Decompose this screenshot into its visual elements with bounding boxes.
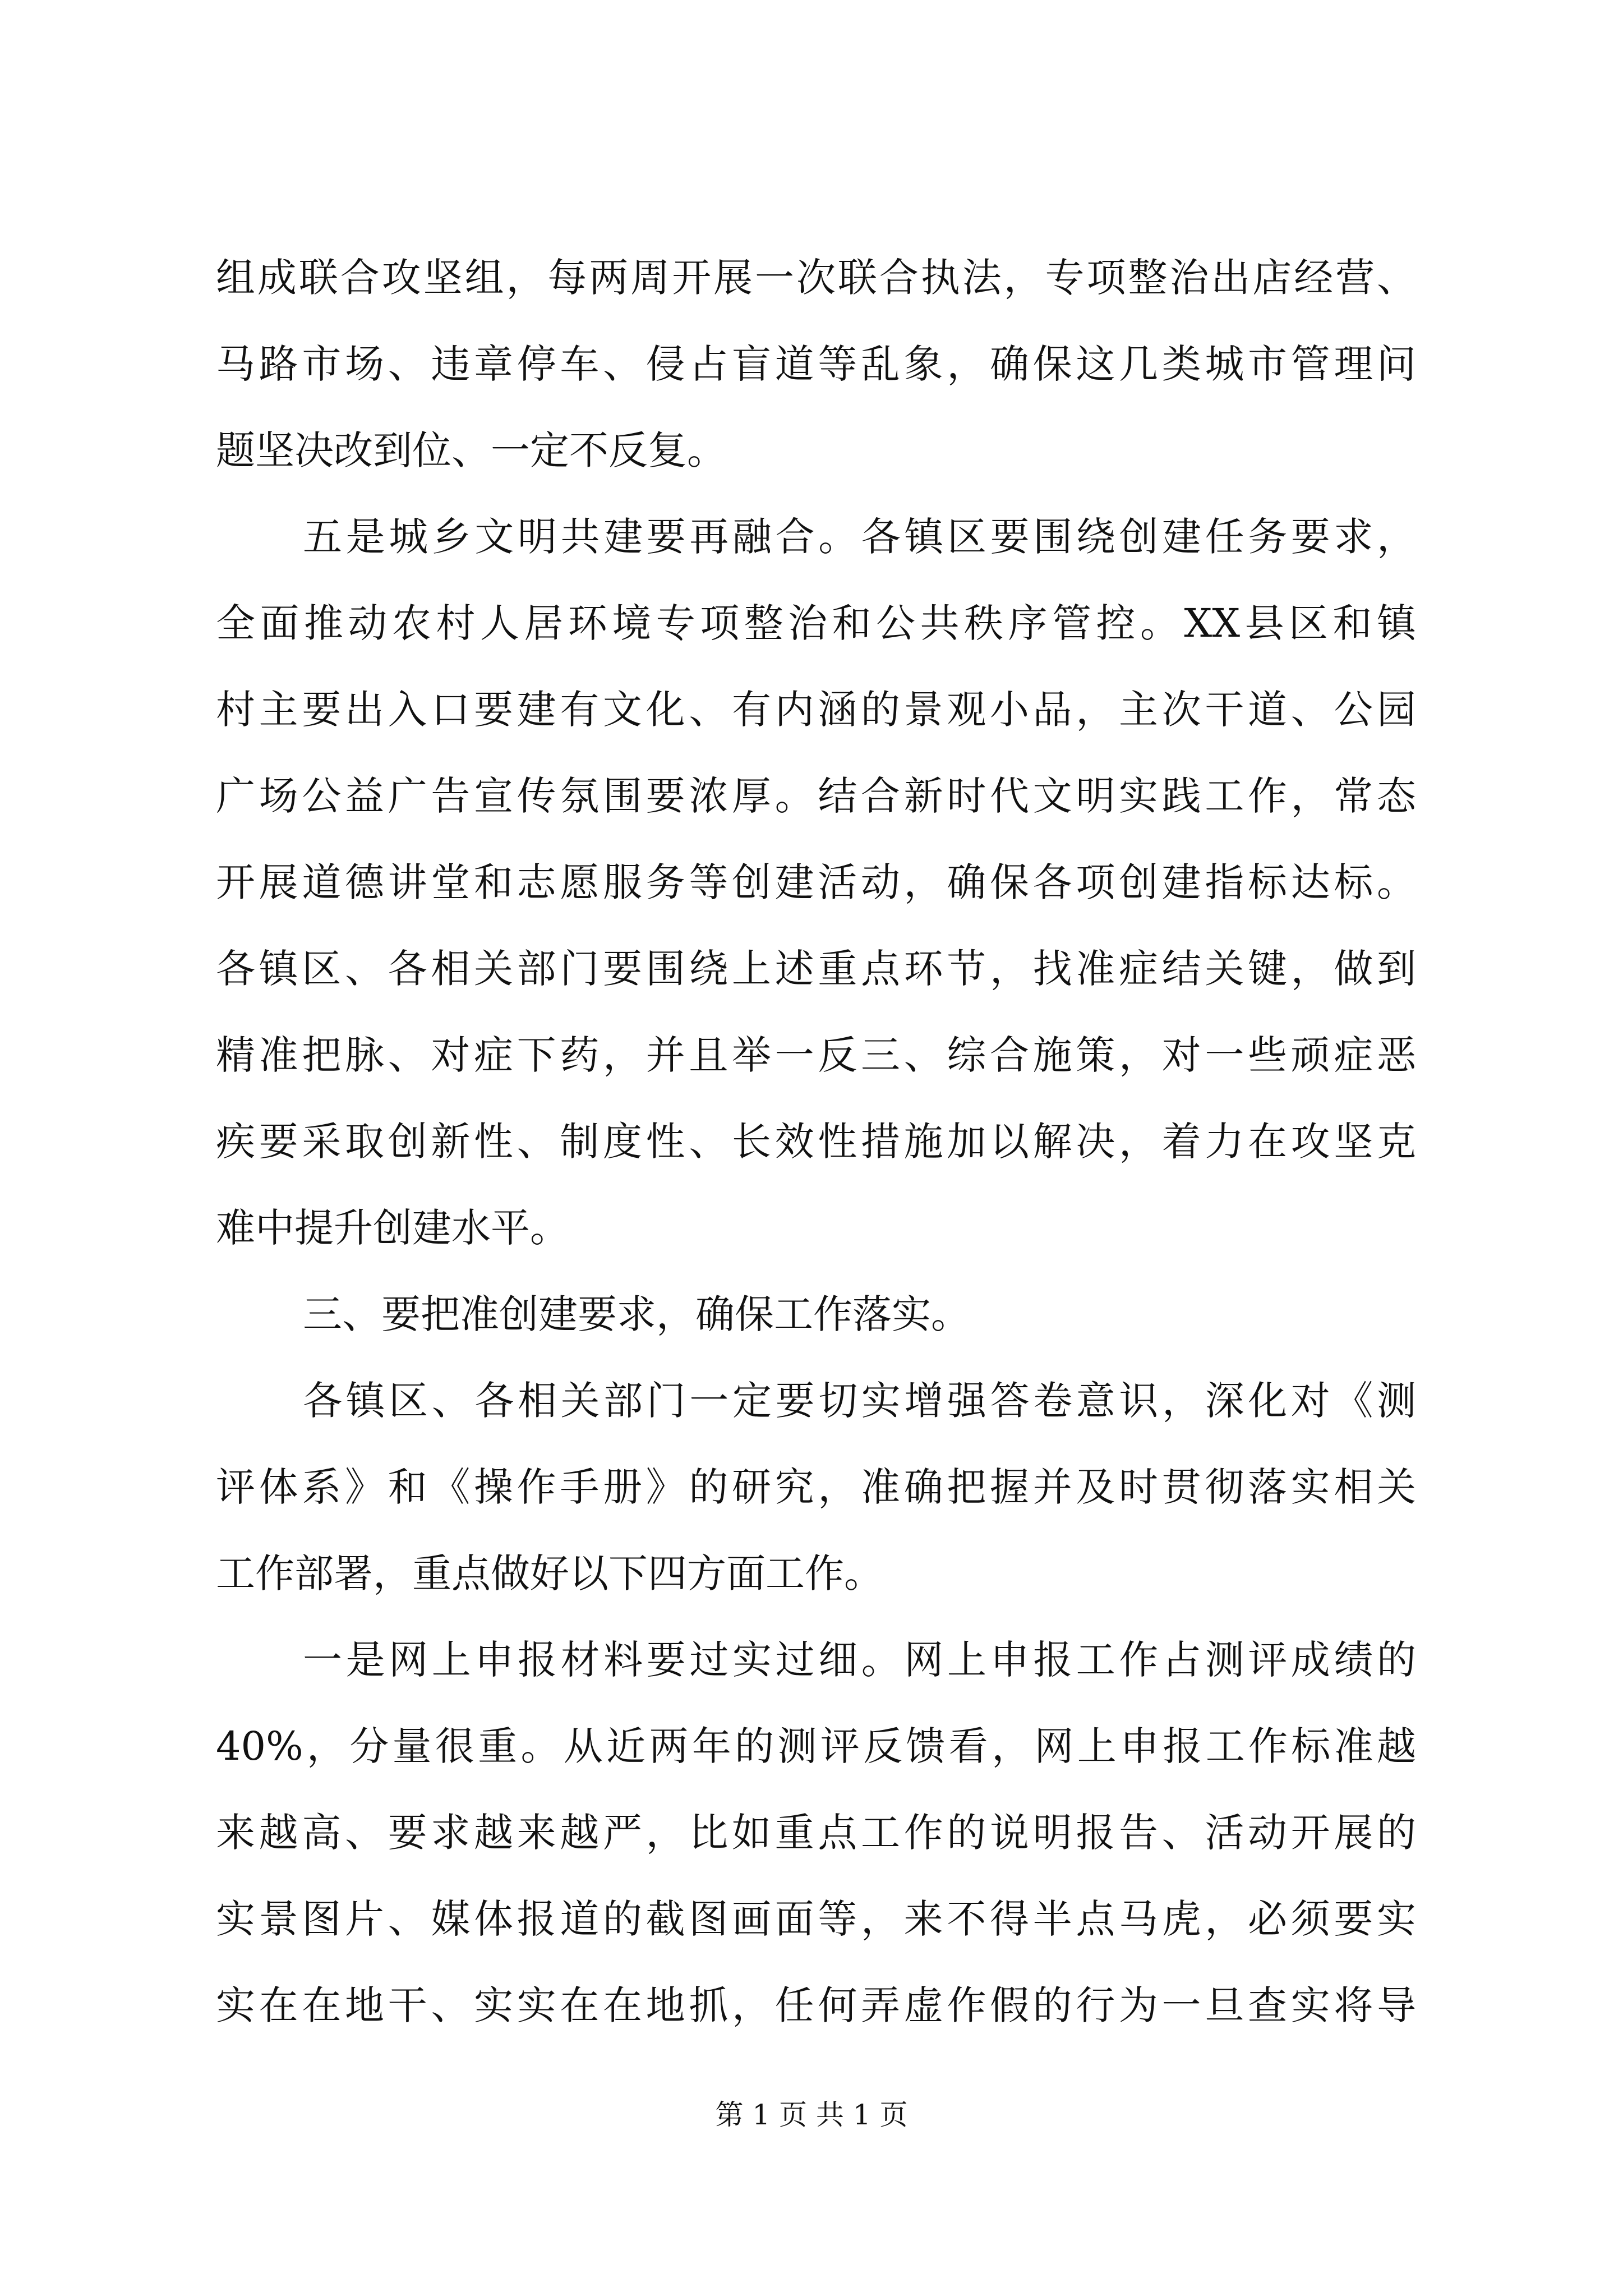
text-line: 开展道德讲堂和志愿服务等创建活动，确保各项创建指标达标。: [216, 859, 1416, 905]
text-line: 疾要采取创新性、制度性、长效性措施加以解决，着力在攻坚克: [216, 1119, 1416, 1165]
text-line: 村主要出入口要建有文化、有内涵的景观小品，主次干道、公园: [216, 687, 1416, 733]
text-line: 工作部署，重点做好以下四方面工作。: [216, 1550, 883, 1596]
paragraph-start-line: 五是城乡文明共建要再融合。各镇区要围绕创建任务要求，: [303, 514, 1416, 560]
text-line: 实景图片、媒体报道的截图画面等，来不得半点马虎，必须要实: [216, 1896, 1416, 1942]
text-line: 来越高、要求越来越严，比如重点工作的说明报告、活动开展的: [216, 1810, 1416, 1856]
text-line: 全面推动农村人居环境专项整治和公共秩序管控。XX县区和镇: [216, 600, 1416, 646]
paragraph-start-line: 各镇区、各相关部门一定要切实增强答卷意识，深化对《测: [303, 1378, 1416, 1424]
text-line: 马路市场、违章停车、侵占盲道等乱象，确保这几类城市管理问: [216, 341, 1416, 387]
text-line: 题坚决改到位、一定不反复。: [216, 427, 726, 473]
paragraph-start-line: 一是网上申报材料要过实过细。网上申报工作占测评成绩的: [303, 1637, 1416, 1683]
text-line: 组成联合攻坚组，每两周开展一次联合执法，专项整治出店经营、: [216, 255, 1416, 301]
text-line: 难中提升创建水平。: [216, 1205, 569, 1251]
section-heading: 三、要把准创建要求，确保工作落实。: [303, 1291, 970, 1337]
page-number-footer: 第 1 页 共 1 页: [715, 2099, 908, 2131]
text-line: 评体系》和《操作手册》的研究，准确把握并及时贯彻落实相关: [216, 1464, 1416, 1510]
text-line: 40%，分量很重。从近两年的测评反馈看，网上申报工作标准越: [216, 1723, 1416, 1769]
text-line: 精准把脉、对症下药，并且举一反三、综合施策，对一些顽症恶: [216, 1032, 1416, 1078]
text-line: 实在在地干、实实在在地抓，任何弄虚作假的行为一旦查实将导: [216, 1982, 1416, 2028]
text-line: 各镇区、各相关部门要围绕上述重点环节，找准症结关键，做到: [216, 946, 1416, 992]
text-line: 广场公益广告宣传氛围要浓厚。结合新时代文明实践工作，常态: [216, 773, 1416, 819]
